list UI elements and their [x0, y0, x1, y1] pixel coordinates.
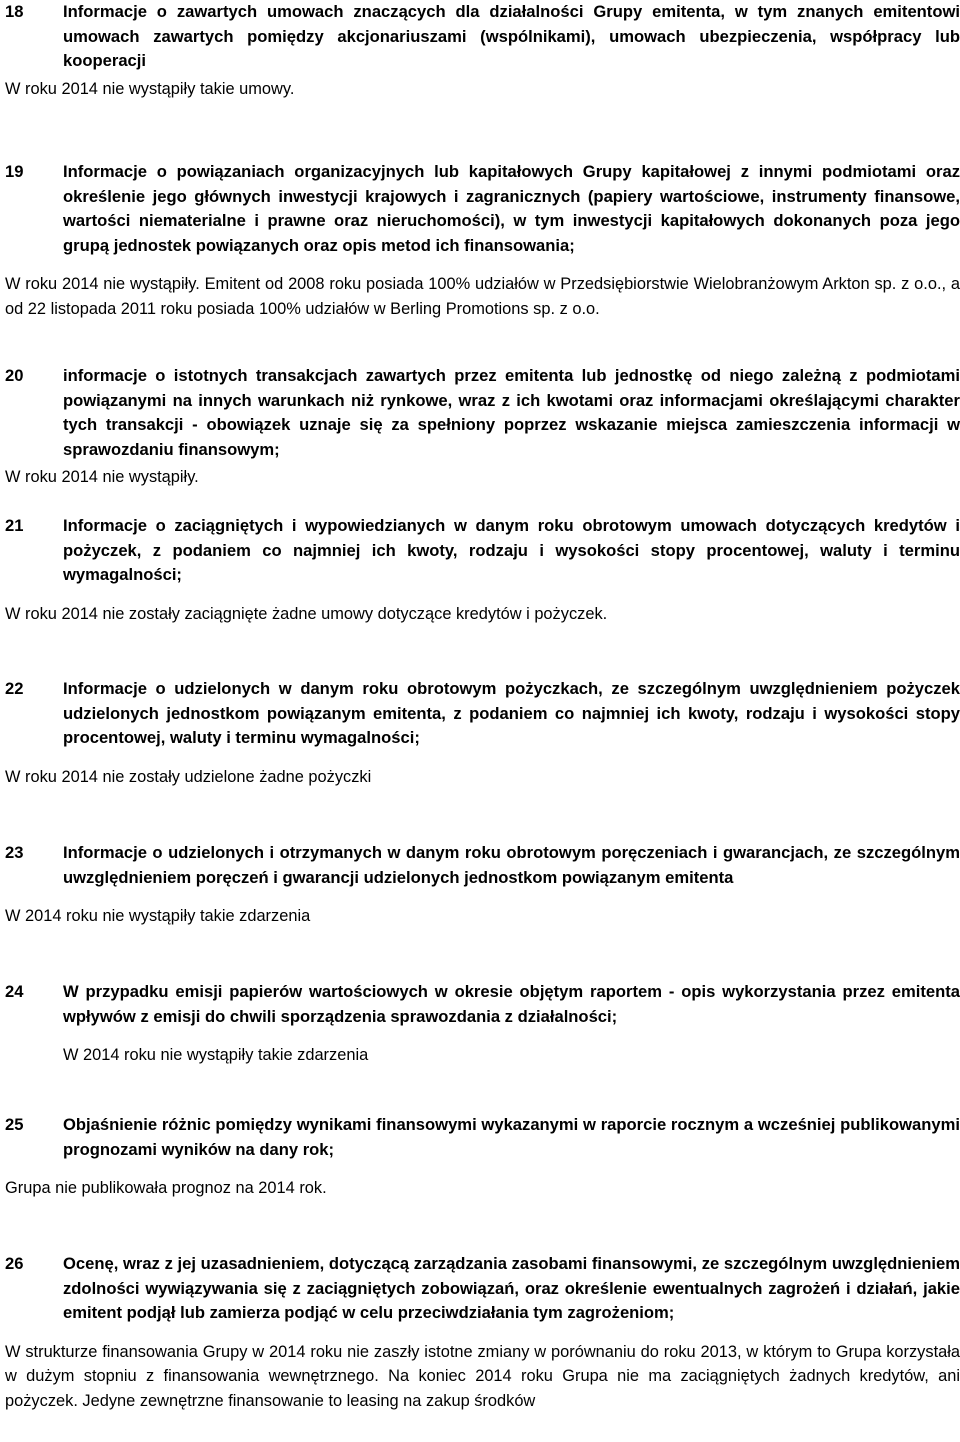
section-title: Informacje o powiązaniach organizacyjnych lub kapitałowych Grupy kapitałowej z innymi podmiotami oraz określenie jego głównych inwestycji krajowych i zagranicznych (papiery wartościowe, instrumenty finansowe, wartości niematerialne i prawne oraz nieruchomości), w tym inwestycji kapitałowych dokonanych poza jego grupą jednostek powiązanych oraz opis metod ich finansowania; — [63, 162, 960, 255]
section-number: 18 — [5, 2, 24, 21]
section-title: Informacje o udzielonych i otrzymanych w danym roku obrotowym poręczeniach i gwarancjach, ze szczególnym uwzględnieniem poręczeń i gwarancji udzielonych jednostkom powiązanym emitenta — [63, 843, 960, 887]
section-body: W roku 2014 nie zostały zaciągnięte żadne umowy dotyczące kredytów i pożyczek. — [5, 604, 608, 623]
section-heading — [5, 160, 960, 258]
section-number: 22 — [5, 679, 24, 698]
section-heading — [5, 841, 960, 890]
section-heading — [5, 980, 960, 1029]
section-number: 23 — [5, 843, 24, 862]
section-body: W roku 2014 nie zostały udzielone żadne pożyczki — [5, 767, 372, 786]
section-body: W 2014 roku nie wystąpiły takie zdarzenia — [63, 1046, 369, 1064]
section-number: 20 — [5, 366, 24, 385]
section-title: Informacje o zaciągniętych i wypowiedzianych w danym roku obrotowym umowach dotyczących kredytów i pożyczek, z podaniem co najmniej ich kwoty, rodzaju i wysokości stopy procentowej, waluty i terminu wymagalności; — [63, 516, 960, 584]
section-title: Informacje o udzielonych w danym roku obrotowym pożyczkach, ze szczególnym uwzględnieniem pożyczek udzielonych jednostkom powiązanym emitenta, z podaniem co najmniej ich kwoty, rodzaju i wysokości stopy procentowej, waluty i terminu wymagalności; — [63, 679, 960, 747]
section-number: 21 — [5, 516, 24, 535]
section-heading — [5, 0, 960, 74]
section-24 — [5, 980, 960, 1068]
section-title: Ocenę, wraz z jej uzasadnieniem, dotyczącą zarządzania zasobami finansowymi, ze szczególnym uwzględnieniem zdolności wywiązywania się z zaciągniętych zobowiązań, oraz określenie ewentualnych zagrożeń i działań, jakie emitent podjął lub zamierza podjąć w celu przeciwdziałania tym zagrożeniom; — [63, 1254, 960, 1322]
section-number: 26 — [5, 1254, 24, 1273]
section-title: Informacje o zawartych umowach znaczących dla działalności Grupy emitenta, w tym znanych emitentowi umowach zawartych pomiędzy akcjonariuszami (wspólnikami), umowach ubezpieczenia, współpracy lub kooperacji — [63, 2, 960, 70]
section-21 — [5, 514, 960, 626]
section-26 — [5, 1252, 960, 1413]
section-18 — [5, 0, 960, 101]
section-number: 19 — [5, 162, 24, 181]
section-body: W 2014 roku nie wystąpiły takie zdarzenia — [5, 907, 311, 925]
section-heading — [5, 514, 960, 588]
section-19 — [5, 160, 960, 321]
section-23 — [5, 841, 960, 929]
section-heading — [5, 1252, 960, 1326]
section-title: Objaśnienie różnic pomiędzy wynikami finansowymi wykazanymi w raporcie rocznym a wcześniej publikowanymi prognozami wyników na dany rok; — [63, 1115, 960, 1159]
section-22 — [5, 677, 960, 789]
section-heading — [5, 1113, 960, 1162]
section-body: W strukturze finansowania Grupy w 2014 roku nie zaszły istotne zmiany w porównaniu do roku 2013, w którym to Grupa korzystała w dużym stopniu z finansowania wewnętrznego. Na koniec 2014 roku Grupa nie ma zaciągniętych żadnych kredytów, ani pożyczek. Jedyne zewnętrzne finansowanie to leasing na zakup środków — [5, 1342, 960, 1410]
section-title: W przypadku emisji papierów wartościowych w okresie objętym raportem - opis wykorzystania przez emitenta wpływów z emisji do chwili sporządzenia sprawozdania z działalności; — [63, 982, 960, 1026]
section-heading — [5, 364, 960, 462]
section-heading — [5, 677, 960, 751]
section-body: W roku 2014 nie wystąpiły. Emitent od 2008 roku posiada 100% udziałów w Przedsiębiorstwie Wielobranżowym Arkton sp. z o.o., a od 22 listopada 2011 roku posiada 100% udziałów w Berling Promotions sp. z o.o. — [5, 275, 960, 318]
section-body: W roku 2014 nie wystąpiły takie umowy. — [5, 79, 295, 98]
section-body: W roku 2014 nie wystąpiły. — [5, 468, 199, 486]
section-25 — [5, 1113, 960, 1201]
section-number: 25 — [5, 1115, 24, 1134]
section-title: informacje o istotnych transakcjach zawartych przez emitenta lub jednostkę od niego zależną z podmiotami powiązanymi na innych warunkach niż rynkowe, wraz z ich kwotami oraz informacjami określającymi charakter tych transakcji - obowiązek uznaje się za spełniony poprzez wskazanie miejsca zamieszczenia informacji w sprawozdaniu finansowym; — [63, 366, 960, 459]
section-number: 24 — [5, 982, 24, 1001]
section-20 — [5, 364, 960, 490]
section-body: Grupa nie publikowała prognoz na 2014 rok. — [5, 1179, 327, 1197]
